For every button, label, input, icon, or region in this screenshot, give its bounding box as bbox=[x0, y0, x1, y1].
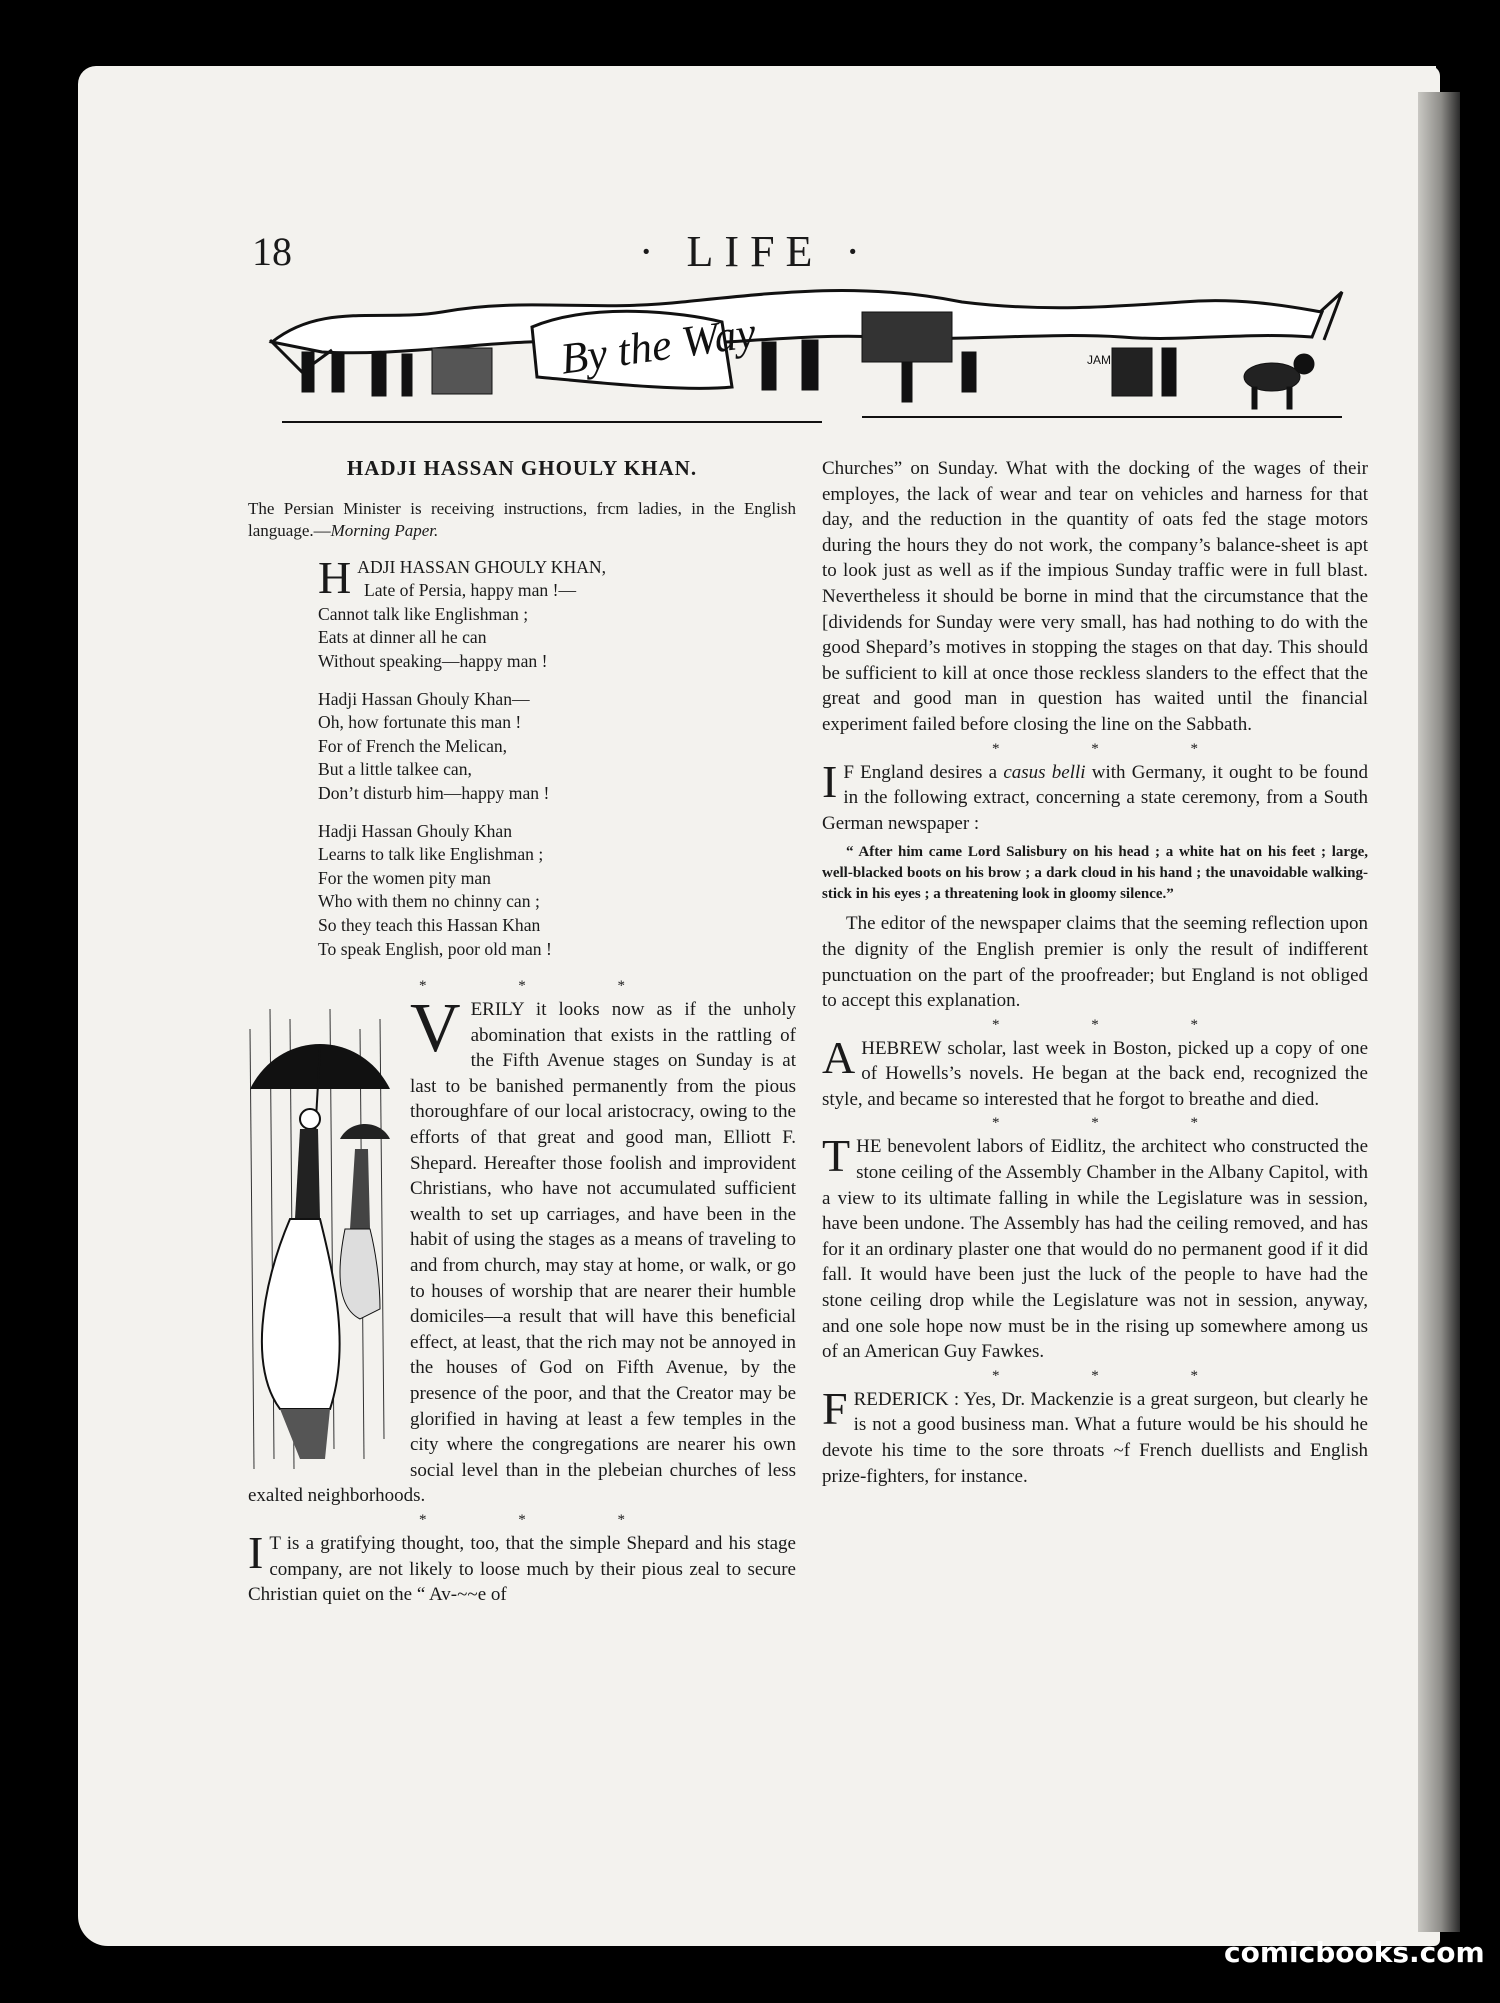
drop-cap: F bbox=[822, 1382, 848, 1434]
masthead-title: · LIFE · bbox=[638, 227, 872, 276]
woman-umbrella-rain-illustration bbox=[240, 989, 390, 1479]
paragraph-gratifying bbox=[248, 1526, 796, 1608]
paragraph-verily bbox=[248, 990, 796, 1509]
poem-line: Hadji Hassan Ghouly Khan— bbox=[318, 688, 530, 709]
poem-line: Learns to talk like Englishman ; bbox=[318, 844, 544, 865]
poem-line: Cannot talk like Englishman ; bbox=[318, 603, 529, 624]
drop-cap: I bbox=[822, 755, 838, 807]
poem-line: Oh, how fortunate this man ! bbox=[318, 712, 522, 733]
england-text-italic: casus belli bbox=[1003, 761, 1086, 783]
england-text-b: with Germany, it ought to be found in the following extract, concerning a state ceremony, from a South German newspaper : bbox=[822, 761, 1368, 834]
england-text-a: F England desires a bbox=[843, 761, 1004, 783]
drop-cap: I bbox=[248, 1526, 264, 1578]
section-divider: * * * bbox=[992, 740, 1242, 757]
eidlitz-text: HE benevolent labors of Eidlitz, the architect who constructed the stone ceiling of the Assembly Chamber in the Albany Capitol, with a view to its ultimate falling in while the Legislature was in session, have been undone. The Assembly has had the ceiling removed, and has for it an ordinary plaster one that would do no permanent good if it did fall. It would have been just the luck of the people to have had the stone ceiling drop while the Legislature was not in session, anyway, and one sole hope now must be in the rising up somewhere among us of an American Guy Fawkes. bbox=[822, 1136, 1368, 1363]
verily-text: ERILY it looks now as if the unholy abomination that exists in the rattling of the Fifth Avenue stages on Sunday is at last to be banished permanently from the pious thoroughfare of our local aristocracy, owing to the efforts of that great and good man, Elliott F. Shepard. Hereafter those foolish and improvident Christians, who have not accumulated sufficient wealth to set up carriages, and have been in the habit of using the stages as a means of traveling to and from church, may stay at home, or walk, or go to houses of worship that are nearer their humble domiciles—a result that will have this beneficial effect, at least, that the rich may not be annoyed in the houses of God on Fifth Avenue, by the presence of the poor, and that the Creator may be glorified in having at least a few temples in the city where the congregations are nearer his own social level than in the plebeian churches of less exalted neighborhoods. bbox=[248, 999, 796, 1507]
page-number: 18 bbox=[252, 229, 292, 274]
poem-line: Late of Persia, happy man !— bbox=[364, 580, 577, 601]
gratifying-text: T is a gratifying thought, too, that the simple Shepard and his stage company, are not likely to loose much by their pious zeal to secure Christian quiet on the “ Av-~~e of bbox=[248, 1532, 796, 1606]
column-left bbox=[248, 456, 796, 1608]
by-the-way-banner-illustration bbox=[262, 282, 1352, 432]
poem-line: For the women pity man bbox=[318, 867, 491, 888]
epigraph-text: The Persian Minister is receiving instructions, frcm ladies, in the English language.— bbox=[248, 498, 796, 540]
frederick-text: REDERICK : Yes, Dr. Mackenzie is a great surgeon, but clearly he is not a good business man. What a future would be his should he devote his time to the sore throats ~f French duellists and English prize-fighters, for instance. bbox=[822, 1388, 1368, 1487]
section-divider: * * * bbox=[419, 978, 669, 995]
column-right bbox=[822, 456, 1368, 1489]
newspaper-quote: “ After him came Lord Salisbury on his head ; a white hat on his feet ; large, well-blacked boots on his brow ; a dark cloud in his hand ; the unavoidable walking-stick in his eyes ; a threatening look in gloomy silence.” bbox=[822, 844, 1368, 903]
banner-signature: JAM bbox=[1087, 353, 1111, 367]
poem-line: But a little talkee can, bbox=[318, 759, 472, 780]
paragraph-frederick bbox=[822, 1382, 1368, 1489]
section-divider: * * * bbox=[992, 1016, 1242, 1033]
paragraph-editor: The editor of the newspaper claims that the seeming reflection upon the dignity of the English premier is only the result of indifferent punctuation on the part of the proofreader; but England is not obliged to accept this explanation. bbox=[822, 913, 1368, 1012]
banner-ground-lines bbox=[282, 417, 1342, 422]
poem-line: Hadji Hassan Ghouly Khan bbox=[318, 820, 512, 841]
poem-stanza bbox=[318, 820, 796, 962]
section-divider: * * * bbox=[419, 1511, 669, 1528]
drop-cap: T bbox=[822, 1130, 851, 1182]
epigraph-source: Morning Paper. bbox=[330, 520, 439, 540]
poem-line: Who with them no chinny can ; bbox=[318, 891, 540, 912]
poem-line: ADJI HASSAN GHOULY KHAN, bbox=[357, 556, 607, 577]
poem-stanza bbox=[318, 688, 796, 806]
watermark: comicbooks.com bbox=[1224, 1936, 1485, 1969]
paragraph-hebrew bbox=[822, 1031, 1368, 1113]
paragraph-churches: Churches” on Sunday. What with the docking of the wages of their employes, the lack of wear and tear on vehicles and harness for that day, and the reduction in the quantity of oats fed the stage motors during the hours they do not work, the company’s balance-sheet is apt to look just as well as if the impious Sunday traffic were in full blast. Nevertheless it should be borne in mind that the circumstance that the [dividends for Sunday were very small, has had nothing to do with the good Shepard’s motives in stopping the stages on that day. This should be sufficient to kill at once those reckless slanders to the effect that the great and good man in question has waited until the financial experiment failed before closing the line on the Sabbath. bbox=[822, 458, 1368, 735]
poem-line: So they teach this Hassan Khan bbox=[318, 914, 541, 935]
section-divider: * * * bbox=[992, 1115, 1242, 1132]
section-divider: * * * bbox=[992, 1367, 1242, 1384]
epigraph bbox=[248, 498, 796, 542]
paragraph-eidlitz bbox=[822, 1130, 1368, 1364]
poem-line: For of French the Melican, bbox=[318, 735, 508, 756]
poem-stanza bbox=[318, 551, 796, 674]
poem-line: Eats at dinner all he can bbox=[318, 627, 487, 648]
poem-line: Don’t disturb him—happy man ! bbox=[318, 782, 550, 803]
poem bbox=[318, 551, 796, 962]
drop-cap: V bbox=[410, 990, 461, 1068]
paragraph-england bbox=[822, 755, 1368, 837]
poem-line: Without speaking—happy man ! bbox=[318, 650, 548, 671]
drop-cap: A bbox=[822, 1031, 856, 1083]
poem-line: To speak English, poor old man ! bbox=[318, 938, 552, 959]
hebrew-text: HEBREW scholar, last week in Boston, picked up a copy of one of Howells’s novels. He began at the back end, recognized the style, and became so interested that he forgot to breathe and died. bbox=[822, 1037, 1368, 1110]
drop-cap: H bbox=[318, 551, 352, 603]
banner-text: By the Way bbox=[557, 307, 759, 384]
article-headline: HADJI HASSAN GHOULY KHAN. bbox=[346, 456, 698, 480]
